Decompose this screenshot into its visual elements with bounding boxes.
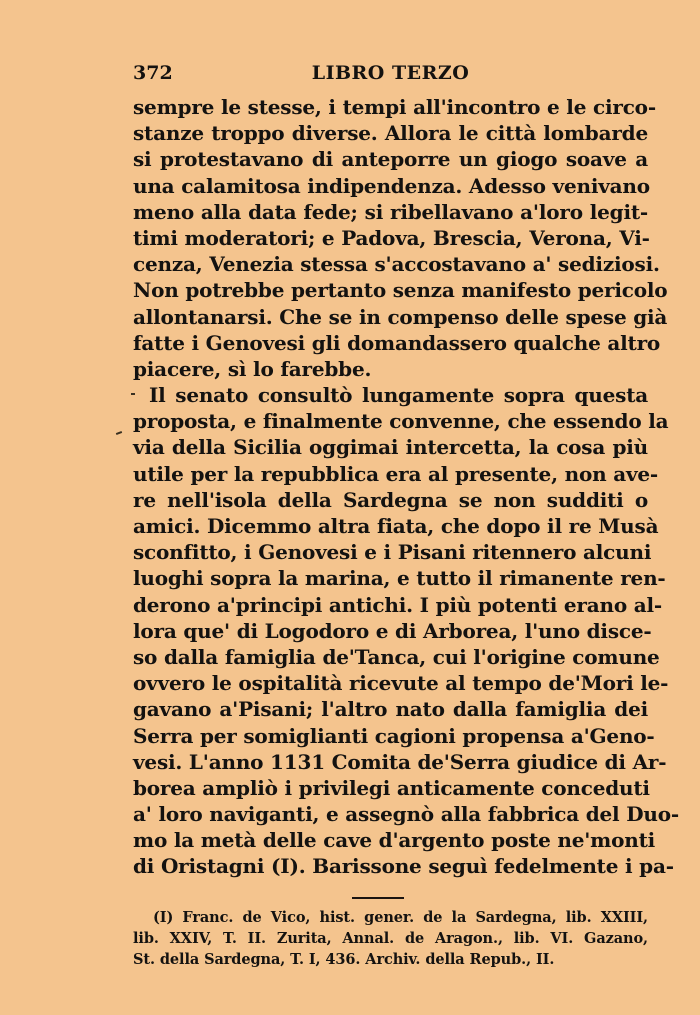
text-line: re nell'isola della Sardegna se non sudditi o: [133, 487, 648, 512]
text-line: a' loro naviganti, e assegnò alla fabbrica del Duo-: [133, 802, 679, 827]
footnotes: [133, 907, 648, 970]
footnote-line: St. della Sardegna, T. I, 436. Archiv. della Repub., II.: [133, 951, 555, 968]
running-title: LIBRO TERZO: [311, 62, 470, 84]
text-line: si protestavano di anteporre un giogo soave a: [133, 147, 648, 172]
footnote-divider: [352, 897, 404, 899]
text-line: derono a'principi antichi. I più potenti erano al-: [133, 592, 663, 617]
text-line: stanze troppo diverse. Allora le città lombarde: [133, 121, 648, 146]
text-line: timi moderatori; e Padova, Brescia, Verona, Vi-: [133, 225, 650, 250]
text-line: meno alla data fede; si ribellavano a'loro legit-: [133, 199, 648, 224]
text-line: cenza, Venezia stessa s'accostavano a' sediziosi.: [133, 252, 660, 277]
text-line: amici. Dicemmo altra fiata, che dopo il re Musà: [133, 514, 659, 538]
text-line: sempre le stesse, i tempi all'incontro e le circo-: [133, 95, 656, 119]
text-line: Non potrebbe pertanto senza manifesto pericolo: [133, 278, 668, 303]
text-line: borea ampliò i privilegi anticamente conceduti: [133, 775, 650, 800]
text-line: utile per la repubblica era al presente, non ave-: [133, 461, 658, 486]
footnote-line: (I) Franc. de Vico, hist. gener. de la Sardegna, lib. XXIII,: [153, 909, 648, 926]
text-line: una calamitosa indipendenza. Adesso venivano: [133, 173, 650, 198]
text-line: Serra per somiglianti cagioni propensa a'Geno-: [133, 723, 655, 748]
text-line: proposta, e finalmente convenne, che essendo la: [133, 409, 669, 434]
footnote-line: lib. XXIV, T. II. Zurita, Annal. de Aragon., lib. VI. Gazano,: [133, 930, 648, 947]
text-line: mo la metà delle cave d'argento poste ne'monti: [133, 828, 656, 853]
text-line: so dalla famiglia de'Tanca, cui l'origine comune: [133, 644, 660, 669]
text-line: sconfitto, i Genovesi e i Pisani ritennero alcuni: [133, 540, 652, 565]
page-header: [133, 62, 648, 92]
text-line: lora que' di Logodoro e di Arborea, l'uno disce-: [133, 618, 652, 643]
margin-mark: [116, 431, 122, 435]
text-line: fatte i Genovesi gli domandassero qualche altro: [133, 330, 661, 355]
text-line: allontanarsi. Che se in compenso delle spese già: [133, 304, 668, 329]
text-line: piacere, sì lo farebbe.: [133, 356, 372, 381]
text-line: ovvero le ospitalità ricevute al tempo de'Mori le-: [133, 671, 669, 696]
body-text: [133, 94, 679, 880]
paragraph-start-line: Il senato consultò lungamente sopra questa: [149, 383, 648, 408]
page-number: 372: [133, 62, 173, 84]
text-line: gavano a'Pisani; l'altro nato dalla famiglia dei: [133, 697, 648, 722]
text-line: luoghi sopra la marina, e tutto il rimanente ren-: [133, 566, 666, 591]
text-line: via della Sicilia oggimai intercetta, la cosa più: [133, 435, 648, 460]
text-line: vesi. L'anno 1131 Comita de'Serra giudice di Ar-: [133, 749, 667, 774]
text-line: di Oristagni (I). Barissone seguì fedelmente i pa-: [133, 854, 674, 879]
